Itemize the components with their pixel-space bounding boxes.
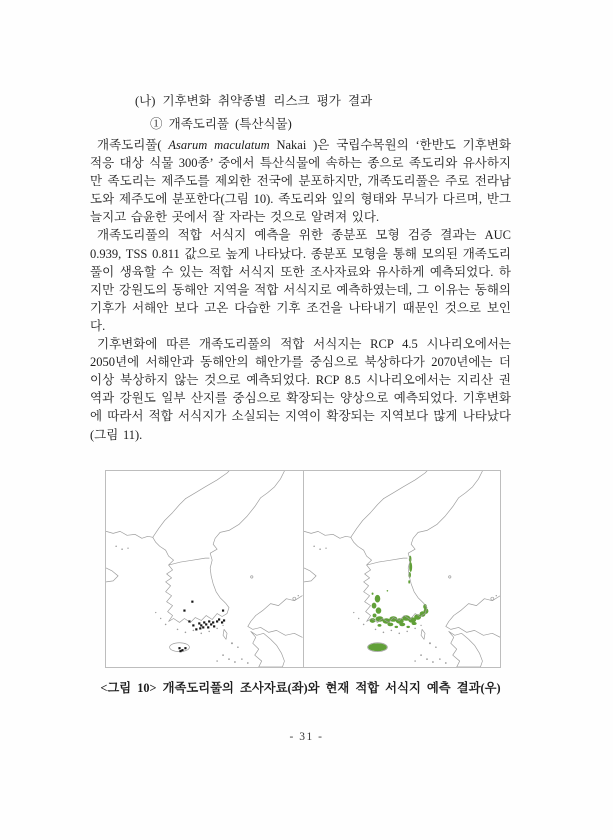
paragraph-3: 기후변화에 따른 개족도리풀의 적합 서식지는 RCP 4.5 시나리오에서는 2050년에 서해안과 동해안의 해안가를 중심으로 북상하다가 2070년에는 더 이상 북상하지 않는 것으로 예측되었다. RCP 8.5 시나리오에서는 지리산 권역과 강원도 일부 산지를 중심으로 확장되는 양상으로 예측되었다. 기후변화에 따라서 적합 서식지가 소실되는 지역이 확장되는 지역보다 많게 나타났다(그림 11). (90, 337, 511, 442)
occurrence-dot (208, 620, 210, 622)
occurrence-dot (218, 618, 220, 620)
occurrence-dot (221, 621, 223, 623)
predicted-habitat-map-svg (304, 471, 501, 667)
habitat-patch (387, 623, 393, 627)
paragraph-2: 개족도리풀의 적합 서식지 예측을 위한 종분포 모형 검증 결과는 AUC 0.939, TSS 0.811 값으로 높게 나타났다. 종분포 모형을 통해 모의된 개족도리풀이 생육할 수 있는 적합 서식지 또한 조사자료와 유사하게 예측되었다. 하지만 강원도의 동해안 지역을 적합 서식지로 예측하였는데, 그 이유는 동해의 기후가 서해안 보다 고온 다습한 기후 조건을 나타내기 때문인 것으로 보인다. (90, 228, 511, 333)
habitat-patch (408, 580, 410, 584)
coastline-right (304, 471, 500, 667)
occurrence-dot (203, 621, 205, 623)
paragraph-1-lead: 개족도리풀( (97, 138, 169, 152)
occurrence-dot (192, 624, 194, 626)
predicted-habitat-map (303, 470, 502, 668)
occurrence-dot (207, 626, 209, 628)
occurrence-dot (199, 627, 201, 629)
occurrence-dot (198, 622, 200, 624)
occurrence-dot (223, 619, 225, 621)
habitat-patch (386, 590, 388, 592)
survey-data-map (105, 470, 304, 668)
section-heading: (나) 기후변화 취약종별 리스크 평가 결과 (135, 94, 373, 108)
occurrence-dot (183, 609, 185, 611)
habitat-patch (399, 623, 405, 627)
occurrence-dot (179, 650, 181, 652)
occurrence-dot (222, 609, 224, 611)
habitat-patch (406, 626, 410, 628)
occurrence-dot (212, 621, 214, 623)
survey-data-map-svg (106, 471, 303, 667)
occurrence-dot (213, 625, 215, 627)
habitat-patch (411, 622, 416, 625)
species-latin-name: Asarum maculatum (168, 138, 270, 152)
paragraph-1 (90, 136, 511, 226)
page-number: - 31 - (289, 731, 324, 743)
habitat-patch (372, 614, 376, 618)
occurrence-dot (181, 649, 183, 651)
body-text (90, 136, 511, 444)
occurrence-dot (178, 647, 180, 649)
occurrence-dot (202, 626, 204, 628)
paragraph-1-rest: Nakai )은 국립수목원의 ‘한반도 기후변화 적응 대상 식물 300종’ 중에서 특산식물에 속하는 종으로 족도리와 유사하지만 족도리는 제주도를 제외한 전국에 분포하지만, 개족도리풀은 주로 전라남도와 제주도에 분포한다(그림 10). 족도리와 잎의 형태와 무늬가 다르며, 반그늘지고 습윤한 곳에서 잘 자라는 것으로 알려져 있다. (90, 138, 511, 225)
figure-maps (105, 470, 502, 668)
habitat-patch (368, 643, 387, 651)
habitat-patch (375, 607, 381, 613)
occurrence-dots-layer (178, 601, 225, 653)
habitat-patch (371, 593, 373, 595)
figure-caption: <그림 10> 개족도리풀의 조사자료(좌)와 현재 적합 서식지 예측 결과(우) (100, 681, 501, 695)
habitat-patch (374, 595, 380, 603)
occurrence-dot (188, 620, 190, 622)
habitat-patch (371, 603, 376, 609)
occurrence-dot (184, 647, 186, 649)
occurrence-dot (191, 601, 193, 603)
occurrence-dot (200, 624, 202, 626)
occurrence-dot (210, 623, 212, 625)
occurrence-dot (205, 623, 207, 625)
habitat-patch (377, 624, 381, 627)
coastline-left (106, 471, 302, 667)
habitat-patches-layer (368, 556, 428, 652)
occurrence-dot (216, 620, 218, 622)
occurrence-dot (195, 628, 197, 630)
habitat-patch (394, 626, 398, 628)
subsection-heading: ① 개족도리풀 (특산식물) (150, 117, 292, 131)
